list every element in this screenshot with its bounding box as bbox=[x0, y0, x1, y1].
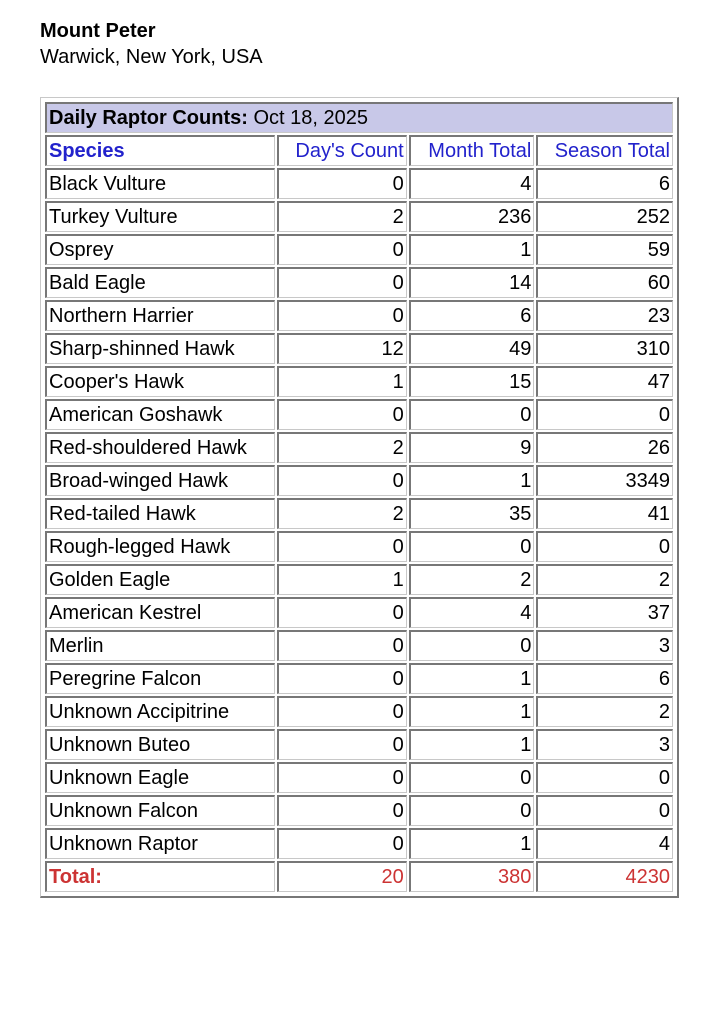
season-total: 3349 bbox=[536, 465, 673, 496]
day-count: 0 bbox=[277, 828, 407, 859]
season-total: 252 bbox=[536, 201, 673, 232]
season-total: 6 bbox=[536, 663, 673, 694]
day-count: 0 bbox=[277, 267, 407, 298]
season-total: 23 bbox=[536, 300, 673, 331]
table-row bbox=[45, 366, 673, 397]
day-count: 0 bbox=[277, 168, 407, 199]
table-row bbox=[45, 267, 673, 298]
total-month: 380 bbox=[409, 861, 535, 892]
raptor-counts-table-frame bbox=[40, 97, 679, 898]
month-total: 4 bbox=[409, 168, 535, 199]
total-label: Total: bbox=[45, 861, 275, 892]
table-row bbox=[45, 432, 673, 463]
month-total: 0 bbox=[409, 630, 535, 661]
species-name: Rough-legged Hawk bbox=[45, 531, 275, 562]
season-total: 310 bbox=[536, 333, 673, 364]
day-count: 0 bbox=[277, 663, 407, 694]
season-total: 26 bbox=[536, 432, 673, 463]
total-row bbox=[45, 861, 673, 892]
season-total: 47 bbox=[536, 366, 673, 397]
month-total: 4 bbox=[409, 597, 535, 628]
day-count: 12 bbox=[277, 333, 407, 364]
total-season: 4230 bbox=[536, 861, 673, 892]
species-name: Unknown Raptor bbox=[45, 828, 275, 859]
table-row bbox=[45, 498, 673, 529]
species-name: Cooper's Hawk bbox=[45, 366, 275, 397]
season-total: 59 bbox=[536, 234, 673, 265]
day-count: 0 bbox=[277, 729, 407, 760]
species-name: Unknown Accipitrine bbox=[45, 696, 275, 727]
season-total: 4 bbox=[536, 828, 673, 859]
species-name: Unknown Buteo bbox=[45, 729, 275, 760]
day-count: 0 bbox=[277, 630, 407, 661]
header-species: Species bbox=[45, 135, 275, 166]
month-total: 35 bbox=[409, 498, 535, 529]
table-row bbox=[45, 564, 673, 595]
season-total: 0 bbox=[536, 795, 673, 826]
table-row bbox=[45, 531, 673, 562]
season-total: 2 bbox=[536, 696, 673, 727]
species-name: Merlin bbox=[45, 630, 275, 661]
day-count: 1 bbox=[277, 564, 407, 595]
header-month-total: Month Total bbox=[409, 135, 535, 166]
site-name: Mount Peter bbox=[40, 20, 156, 42]
table-header-row bbox=[45, 135, 673, 166]
season-total: 60 bbox=[536, 267, 673, 298]
month-total: 1 bbox=[409, 663, 535, 694]
season-total: 3 bbox=[536, 729, 673, 760]
month-total: 0 bbox=[409, 762, 535, 793]
table-row bbox=[45, 234, 673, 265]
day-count: 0 bbox=[277, 465, 407, 496]
table-row bbox=[45, 663, 673, 694]
month-total: 0 bbox=[409, 531, 535, 562]
species-name: Bald Eagle bbox=[45, 267, 275, 298]
month-total: 1 bbox=[409, 465, 535, 496]
species-name: American Kestrel bbox=[45, 597, 275, 628]
month-total: 1 bbox=[409, 696, 535, 727]
day-count: 1 bbox=[277, 366, 407, 397]
season-total: 6 bbox=[536, 168, 673, 199]
day-count: 2 bbox=[277, 498, 407, 529]
table-row bbox=[45, 630, 673, 661]
species-name: American Goshawk bbox=[45, 399, 275, 430]
table-row bbox=[45, 300, 673, 331]
day-count: 0 bbox=[277, 597, 407, 628]
species-name: Peregrine Falcon bbox=[45, 663, 275, 694]
month-total: 49 bbox=[409, 333, 535, 364]
table-row bbox=[45, 795, 673, 826]
header-season-total: Season Total bbox=[536, 135, 673, 166]
species-name: Red-tailed Hawk bbox=[45, 498, 275, 529]
species-name: Osprey bbox=[45, 234, 275, 265]
total-day-count: 20 bbox=[277, 861, 407, 892]
species-name: Unknown Falcon bbox=[45, 795, 275, 826]
day-count: 2 bbox=[277, 432, 407, 463]
season-total: 0 bbox=[536, 531, 673, 562]
season-total: 0 bbox=[536, 399, 673, 430]
season-total: 41 bbox=[536, 498, 673, 529]
month-total: 0 bbox=[409, 399, 535, 430]
table-row bbox=[45, 597, 673, 628]
season-total: 2 bbox=[536, 564, 673, 595]
species-name: Northern Harrier bbox=[45, 300, 275, 331]
month-total: 0 bbox=[409, 795, 535, 826]
table-body bbox=[45, 168, 673, 892]
month-total: 236 bbox=[409, 201, 535, 232]
day-count: 0 bbox=[277, 234, 407, 265]
table-title bbox=[45, 102, 673, 133]
species-name: Turkey Vulture bbox=[45, 201, 275, 232]
table-row bbox=[45, 333, 673, 364]
day-count: 0 bbox=[277, 795, 407, 826]
table-title-row bbox=[45, 102, 673, 133]
table-row bbox=[45, 168, 673, 199]
species-name: Red-shouldered Hawk bbox=[45, 432, 275, 463]
table-title-label: Daily Raptor Counts: bbox=[49, 106, 248, 129]
month-total: 6 bbox=[409, 300, 535, 331]
day-count: 0 bbox=[277, 696, 407, 727]
site-location: Warwick, New York, USA bbox=[40, 46, 263, 68]
table-row bbox=[45, 696, 673, 727]
day-count: 0 bbox=[277, 531, 407, 562]
raptor-counts-table bbox=[43, 100, 675, 894]
day-count: 0 bbox=[277, 399, 407, 430]
season-total: 37 bbox=[536, 597, 673, 628]
table-row bbox=[45, 762, 673, 793]
season-total: 0 bbox=[536, 762, 673, 793]
table-row bbox=[45, 465, 673, 496]
month-total: 1 bbox=[409, 828, 535, 859]
month-total: 2 bbox=[409, 564, 535, 595]
season-total: 3 bbox=[536, 630, 673, 661]
species-name: Black Vulture bbox=[45, 168, 275, 199]
table-row bbox=[45, 828, 673, 859]
species-name: Broad-winged Hawk bbox=[45, 465, 275, 496]
month-total: 1 bbox=[409, 234, 535, 265]
header-day-count: Day's Count bbox=[277, 135, 407, 166]
month-total: 1 bbox=[409, 729, 535, 760]
month-total: 14 bbox=[409, 267, 535, 298]
table-row bbox=[45, 399, 673, 430]
species-name: Unknown Eagle bbox=[45, 762, 275, 793]
day-count: 2 bbox=[277, 201, 407, 232]
site-header bbox=[40, 18, 263, 70]
month-total: 15 bbox=[409, 366, 535, 397]
species-name: Golden Eagle bbox=[45, 564, 275, 595]
day-count: 0 bbox=[277, 762, 407, 793]
table-date: Oct 18, 2025 bbox=[253, 106, 368, 129]
month-total: 9 bbox=[409, 432, 535, 463]
table-row bbox=[45, 729, 673, 760]
table-row bbox=[45, 201, 673, 232]
species-name: Sharp-shinned Hawk bbox=[45, 333, 275, 364]
day-count: 0 bbox=[277, 300, 407, 331]
